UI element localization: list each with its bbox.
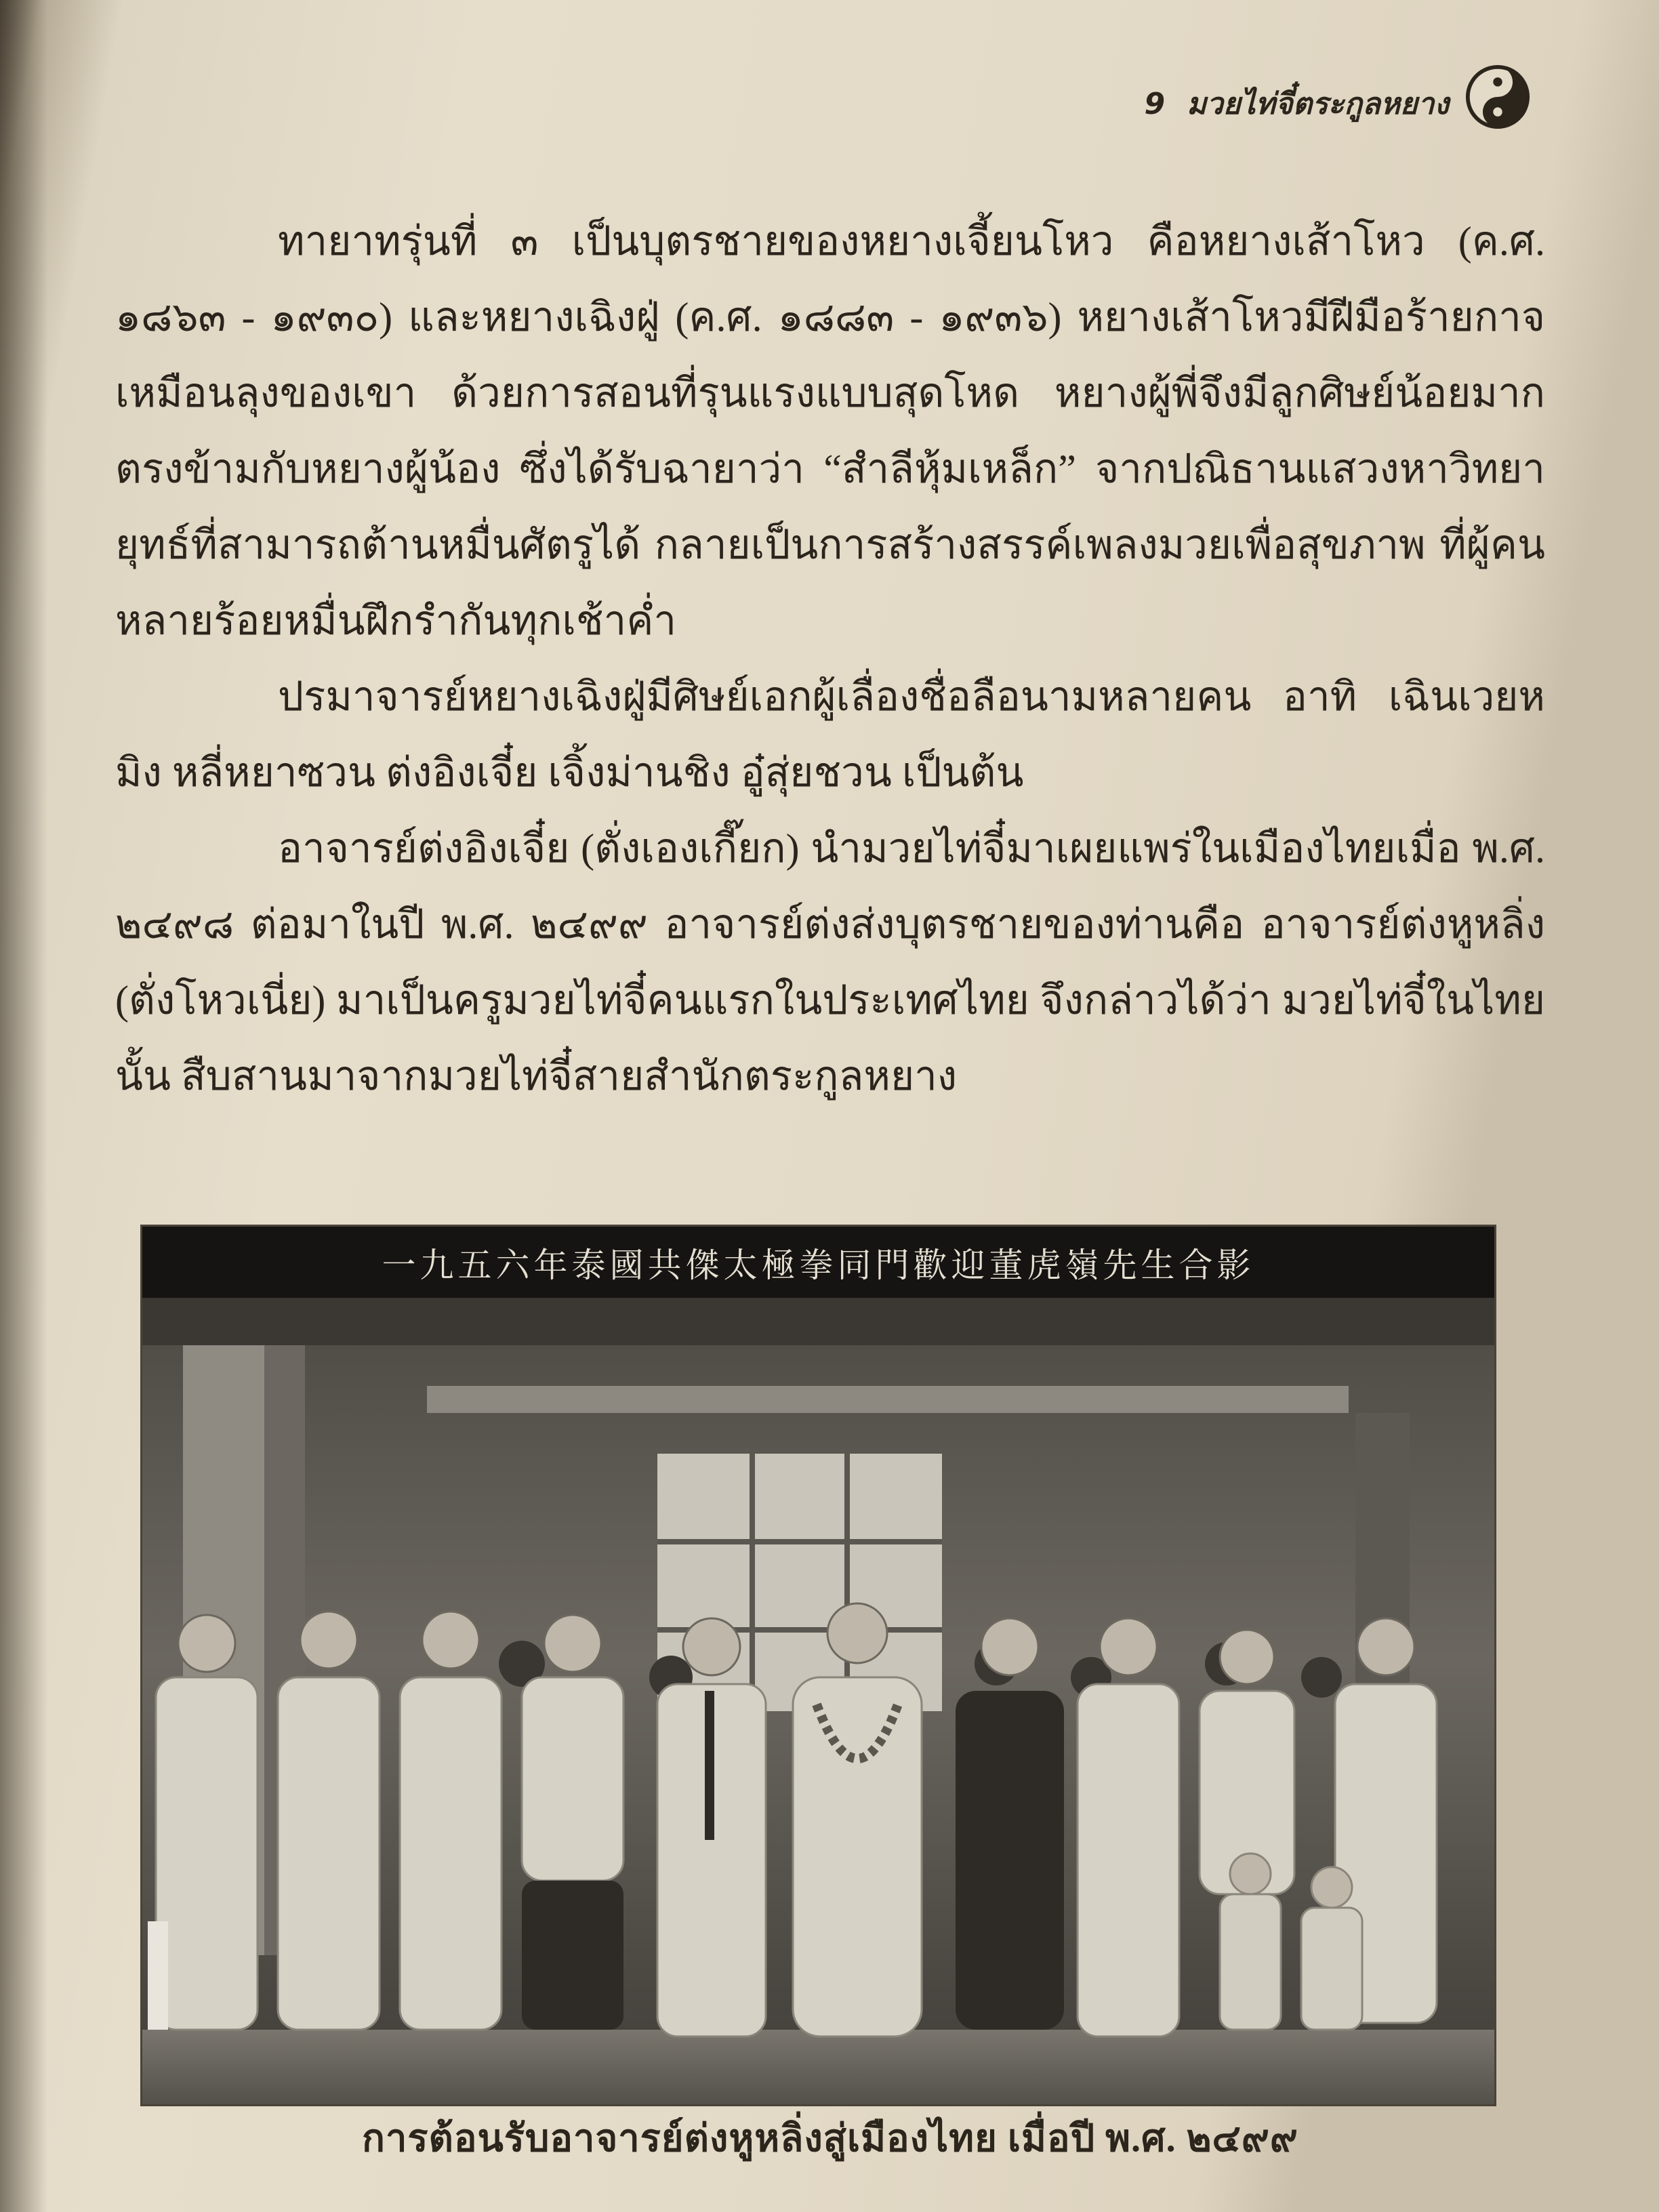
photo-caption: การต้อนรับอาจารย์ต่งหูหลิ่งสู่เมืองไทย เมื่อปี พ.ศ. ๒๔๙๙ [362, 2118, 1298, 2160]
group-photo-figure [142, 1227, 1494, 2104]
yin-yang-icon [1465, 64, 1530, 129]
body-text [115, 203, 1545, 1114]
paragraph-2: ปรมาจารย์หยางเฉิงฝู่มีศิษย์เอกผู้เลื่องชื่อลือนามหลายคน อาทิ เฉินเวยหมิง หลี่หยาซวน ต่งอิงเจี๋ย เจิ้งม่านชิง อู๋สุ่ยชวน เป็นต้น [115, 674, 1545, 795]
group-photo [142, 1298, 1494, 2104]
binding-shadow [0, 0, 47, 2212]
paragraph-3: อาจารย์ต่งอิงเจี๋ย (ตั่งเองเกี๊ยก) นำมวยไท่จี๋มาเผยแพร่ในเมืองไทยเมื่อ พ.ศ. ๒๔๙๘ ต่อมาในปี พ.ศ. ๒๔๙๙ อาจารย์ต่งส่งบุตรชายของท่านคือ อาจารย์ต่งหูหลิ่ง (ตั่งโหวเนี่ย) มาเป็นครูมวยไท่จี๋คนแรกในประเทศไทย จึงกล่าวได้ว่า มวยไท่จี๋ในไทยนั้น สืบสานมาจากมวยไท่จี๋สายสำนักตระกูลหยาง [115, 826, 1545, 1099]
photo-banner-text: 一九五六年泰國共傑太極拳同門歡迎董虎嶺先生合影 [142, 1227, 1494, 1298]
page-number: 9 [1144, 86, 1166, 121]
running-title: มวยไท่จี๋ตระกูลหยาง [1187, 87, 1449, 121]
paragraph-1: ทายาทรุ่นที่ ๓ เป็นบุตรชายของหยางเจี้ยนโหว คือหยางเส้าโหว (ค.ศ. ๑๘๖๓ - ๑๙๓๐) และหยางเฉิงฝู่ (ค.ศ. ๑๘๘๓ - ๑๙๓๖) หยางเส้าโหวมีฝีมือร้ายกาจเหมือนลุงของเขา ด้วยการสอนที่รุนแรงแบบสุดโหด หยางผู้พี่จึงมีลูกศิษย์น้อยมาก ตรงข้ามกับหยางผู้น้อง ซึ่งได้รับฉายาว่า “สำลีหุ้มเหล็ก” จากปณิธานแสวงหาวิทยายุทธ์ที่สามารถต้านหมื่นศัตรูได้ กลายเป็นการสร้างสรรค์เพลงมวยเพื่อสุขภาพ ที่ผู้คนหลายร้อยหมื่นฝึกรำกันทุกเช้าค่ำ [115, 219, 1545, 643]
